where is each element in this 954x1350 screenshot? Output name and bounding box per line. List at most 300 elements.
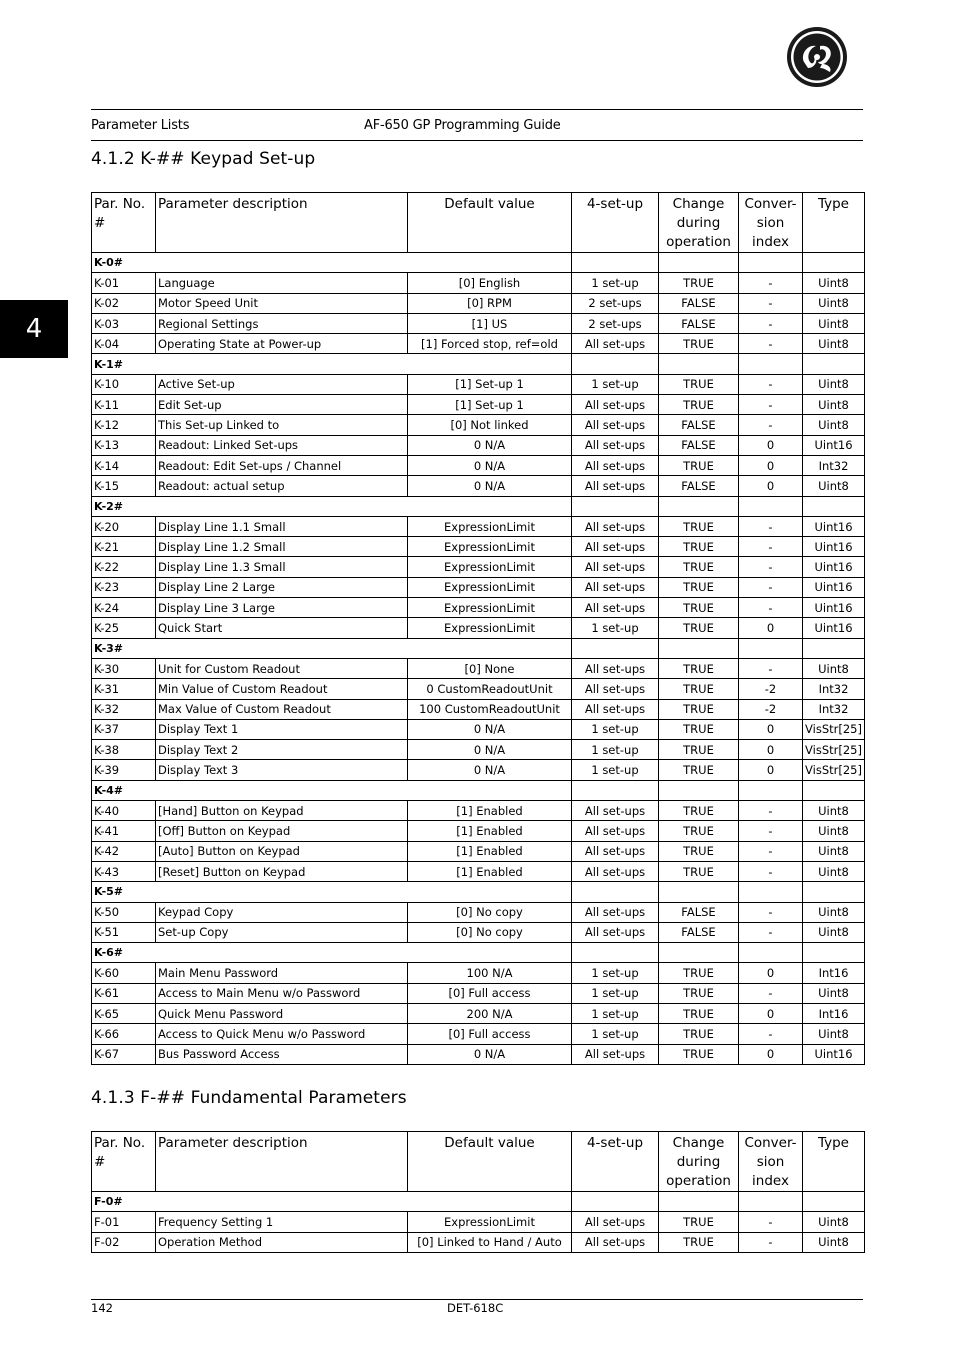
table-cell: -2 [739,699,803,719]
table-cell: Uint8 [803,841,865,861]
table-cell: Uint8 [803,801,865,821]
table-cell: [1] Enabled [408,801,572,821]
table-cell: Motor Speed Unit [156,293,408,313]
table-cell: - [739,374,803,394]
table-cell: K-01 [92,273,156,293]
group-empty-cell [572,496,659,516]
table-cell: [1] Enabled [408,841,572,861]
table-row [92,699,865,719]
group-label: K-4# [92,780,572,800]
table-row [92,841,865,861]
table-cell: K-23 [92,577,156,597]
group-empty-cell [572,1192,659,1212]
table-row [92,395,865,415]
table-cell: - [739,1212,803,1232]
table-cell: - [739,537,803,557]
table-row [92,577,865,597]
table-cell: All set-ups [572,821,659,841]
table-cell: Display Text 2 [156,740,408,760]
table-cell: ExpressionLimit [408,577,572,597]
column-header: 4-set-up [572,193,659,253]
table-row [92,415,865,435]
table-cell: TRUE [659,273,739,293]
column-header: Conver- sion index [739,193,803,253]
table-cell: Uint8 [803,1232,865,1252]
group-row [92,496,865,516]
column-header: Default value [408,1132,572,1192]
table-cell: K-40 [92,801,156,821]
group-label: K-2# [92,496,572,516]
table-cell: Keypad Copy [156,902,408,922]
table-cell: 0 [739,435,803,455]
table-cell: [1] US [408,313,572,333]
table-cell: 0 [739,963,803,983]
table-cell: TRUE [659,618,739,638]
table-cell: 1 set-up [572,618,659,638]
table-cell: All set-ups [572,455,659,475]
table-cell: Frequency Setting 1 [156,1212,408,1232]
group-empty-cell [803,496,865,516]
group-empty-cell [803,943,865,963]
group-empty-cell [572,943,659,963]
table-cell: Bus Password Access [156,1044,408,1064]
table-cell: K-66 [92,1024,156,1044]
column-header: Type [803,1132,865,1192]
table-cell: 0 [739,1003,803,1023]
table-row [92,658,865,678]
ge-logo-icon [786,26,848,88]
table-cell: K-30 [92,658,156,678]
group-empty-cell [572,882,659,902]
table-cell: Int32 [803,699,865,719]
table-cell: Regional Settings [156,313,408,333]
table-cell: K-67 [92,1044,156,1064]
group-empty-cell [572,780,659,800]
table-cell: K-65 [92,1003,156,1023]
table-cell: - [739,313,803,333]
group-row [92,253,865,273]
table-cell: Display Line 1.3 Small [156,557,408,577]
group-empty-cell [572,253,659,273]
table-header-row [92,1132,865,1192]
group-row [92,780,865,800]
table-cell: Active Set-up [156,374,408,394]
table-cell: TRUE [659,699,739,719]
header-rule-bottom [91,140,863,141]
table-row [92,902,865,922]
group-row [92,638,865,658]
table-cell: [0] No copy [408,902,572,922]
group-empty-cell [739,354,803,374]
column-header: Par. No. # [92,1132,156,1192]
column-header: Conver- sion index [739,1132,803,1192]
table-cell: All set-ups [572,1212,659,1232]
table-cell: K-11 [92,395,156,415]
table-row [92,1212,865,1232]
table-cell: [1] Set-up 1 [408,374,572,394]
table-cell: [0] Not linked [408,415,572,435]
table-cell: K-37 [92,719,156,739]
table-cell: 0 [739,740,803,760]
table-cell: K-43 [92,861,156,881]
column-header: Change during operation [659,193,739,253]
table-cell: Uint8 [803,374,865,394]
group-label: F-0# [92,1192,572,1212]
table-cell: 0 N/A [408,740,572,760]
table-row [92,719,865,739]
table-cell: Uint8 [803,395,865,415]
column-header: 4-set-up [572,1132,659,1192]
table-row [92,983,865,1003]
table-row [92,618,865,638]
table-cell: K-04 [92,334,156,354]
group-empty-cell [659,253,739,273]
footer-rule [91,1299,863,1300]
document-code: DET-618C [447,1301,504,1315]
group-empty-cell [739,496,803,516]
group-empty-cell [739,780,803,800]
table-cell: 0 N/A [408,455,572,475]
table-cell: FALSE [659,415,739,435]
group-empty-cell [739,882,803,902]
table-cell: All set-ups [572,801,659,821]
table-cell: [1] Set-up 1 [408,395,572,415]
table-cell: K-38 [92,740,156,760]
table-cell: VisStr[25] [803,719,865,739]
column-header: Parameter description [156,1132,408,1192]
table-row [92,537,865,557]
table-cell: Operating State at Power-up [156,334,408,354]
table-cell: 0 N/A [408,435,572,455]
table-cell: - [739,801,803,821]
table-cell: Uint8 [803,1212,865,1232]
parameter-table [91,192,865,1065]
table-row [92,861,865,881]
table-cell: TRUE [659,679,739,699]
table-row [92,679,865,699]
table-cell: 1 set-up [572,760,659,780]
table-cell: Language [156,273,408,293]
table-cell: 1 set-up [572,374,659,394]
table-cell: K-03 [92,313,156,333]
table-cell: K-22 [92,557,156,577]
table-cell: 1 set-up [572,740,659,760]
table-cell: TRUE [659,1044,739,1064]
group-empty-cell [803,253,865,273]
table-cell: K-39 [92,760,156,780]
table-cell: Uint8 [803,902,865,922]
table-cell: - [739,577,803,597]
table-cell: TRUE [659,821,739,841]
table-cell: - [739,415,803,435]
table-cell: TRUE [659,598,739,618]
table-cell: Uint8 [803,273,865,293]
table-cell: All set-ups [572,658,659,678]
table-cell: Display Line 1.2 Small [156,537,408,557]
table-cell: Uint8 [803,821,865,841]
table-cell: K-20 [92,516,156,536]
table-cell: TRUE [659,983,739,1003]
table-cell: All set-ups [572,395,659,415]
table-cell: This Set-up Linked to [156,415,408,435]
table-cell: [0] No copy [408,922,572,942]
table-row [92,516,865,536]
group-label: K-0# [92,253,572,273]
table-cell: All set-ups [572,577,659,597]
section-title: 4.1.3 F-## Fundamental Parameters [91,1088,407,1108]
table-cell: Int16 [803,1003,865,1023]
table-cell: TRUE [659,760,739,780]
table-cell: K-32 [92,699,156,719]
table-cell: 0 CustomReadoutUnit [408,679,572,699]
table-cell: [Off] Button on Keypad [156,821,408,841]
table-cell: Uint8 [803,658,865,678]
table-cell: All set-ups [572,841,659,861]
table-cell: [Auto] Button on Keypad [156,841,408,861]
table-cell: ExpressionLimit [408,557,572,577]
column-header: Default value [408,193,572,253]
table-cell: - [739,516,803,536]
table-cell: Display Line 3 Large [156,598,408,618]
table-cell: 2 set-ups [572,293,659,313]
table-row [92,922,865,942]
table-cell: 100 N/A [408,963,572,983]
table-cell: K-12 [92,415,156,435]
table-cell: Readout: Linked Set-ups [156,435,408,455]
table-cell: Uint8 [803,476,865,496]
table-cell: Display Line 1.1 Small [156,516,408,536]
column-header: Parameter description [156,193,408,253]
table-cell: All set-ups [572,861,659,881]
table-cell: K-15 [92,476,156,496]
group-empty-cell [659,943,739,963]
table-cell: FALSE [659,902,739,922]
table-cell: All set-ups [572,334,659,354]
table-cell: Quick Menu Password [156,1003,408,1023]
table-cell: Uint16 [803,557,865,577]
table-cell: Access to Quick Menu w/o Password [156,1024,408,1044]
table-cell: ExpressionLimit [408,516,572,536]
table-cell: TRUE [659,395,739,415]
group-empty-cell [803,638,865,658]
table-cell: All set-ups [572,415,659,435]
table-row [92,374,865,394]
table-cell: VisStr[25] [803,760,865,780]
table-cell: 1 set-up [572,719,659,739]
table-cell: TRUE [659,719,739,739]
table-cell: 200 N/A [408,1003,572,1023]
table-row [92,476,865,496]
table-cell: - [739,1024,803,1044]
table-cell: FALSE [659,476,739,496]
table-cell: Uint16 [803,577,865,597]
table-cell: - [739,821,803,841]
table-cell: Display Line 2 Large [156,577,408,597]
table-row [92,821,865,841]
table-cell: TRUE [659,1024,739,1044]
group-empty-cell [659,882,739,902]
table-cell: Uint16 [803,598,865,618]
chapter-tab: 4 [0,300,68,358]
table-cell: K-51 [92,922,156,942]
table-cell: K-31 [92,679,156,699]
table-cell: 1 set-up [572,1003,659,1023]
table-row [92,273,865,293]
table-cell: ExpressionLimit [408,618,572,638]
table-cell: All set-ups [572,516,659,536]
table-cell: K-25 [92,618,156,638]
table-cell: K-21 [92,537,156,557]
table-cell: K-24 [92,598,156,618]
table-cell: TRUE [659,841,739,861]
table-cell: 1 set-up [572,273,659,293]
table-cell: Uint8 [803,983,865,1003]
table-cell: Access to Main Menu w/o Password [156,983,408,1003]
group-empty-cell [659,780,739,800]
table-cell: Quick Start [156,618,408,638]
table-cell: [0] Full access [408,983,572,1003]
table-cell: All set-ups [572,476,659,496]
table-cell: 1 set-up [572,963,659,983]
header-guide-title: AF-650 GP Programming Guide [364,118,561,133]
table-row [92,1003,865,1023]
group-row [92,943,865,963]
table-cell: 0 N/A [408,760,572,780]
table-cell: Display Text 3 [156,760,408,780]
table-cell: [1] Enabled [408,861,572,881]
group-row [92,1192,865,1212]
table-cell: Uint16 [803,1044,865,1064]
table-cell: 0 N/A [408,476,572,496]
group-row [92,882,865,902]
table-cell: All set-ups [572,537,659,557]
table-cell: [1] Forced stop, ref=old [408,334,572,354]
table-cell: TRUE [659,557,739,577]
table-cell: K-61 [92,983,156,1003]
table-header-row [92,193,865,253]
table-cell: K-50 [92,902,156,922]
table-cell: K-60 [92,963,156,983]
table-cell: ExpressionLimit [408,1212,572,1232]
table-cell: TRUE [659,537,739,557]
table-cell: TRUE [659,1003,739,1023]
table-cell: 1 set-up [572,1024,659,1044]
table-cell: 0 N/A [408,719,572,739]
table-cell: All set-ups [572,435,659,455]
group-empty-cell [659,496,739,516]
table-row [92,740,865,760]
table-cell: - [739,983,803,1003]
table-row [92,1044,865,1064]
group-label: K-3# [92,638,572,658]
table-row [92,293,865,313]
table-cell: TRUE [659,516,739,536]
table-cell: All set-ups [572,922,659,942]
table-row [92,801,865,821]
table-row [92,557,865,577]
column-header: Par. No. # [92,193,156,253]
table-cell: Uint16 [803,618,865,638]
table-cell: [0] RPM [408,293,572,313]
table-cell: TRUE [659,861,739,881]
group-label: K-1# [92,354,572,374]
table-cell: - [739,395,803,415]
table-cell: 0 N/A [408,1044,572,1064]
table-cell: FALSE [659,922,739,942]
table-row [92,963,865,983]
table-cell: Uint8 [803,415,865,435]
table-cell: Display Text 1 [156,719,408,739]
table-cell: 1 set-up [572,983,659,1003]
group-empty-cell [803,354,865,374]
table-cell: [Reset] Button on Keypad [156,861,408,881]
group-row [92,354,865,374]
table-cell: All set-ups [572,679,659,699]
parameter-table [91,1131,865,1253]
table-cell: - [739,334,803,354]
table-cell: Edit Set-up [156,395,408,415]
column-header: Change during operation [659,1132,739,1192]
table-cell: TRUE [659,1232,739,1252]
table-cell: Readout: actual setup [156,476,408,496]
group-empty-cell [739,253,803,273]
group-empty-cell [659,1192,739,1212]
table-cell: TRUE [659,455,739,475]
table-cell: 2 set-ups [572,313,659,333]
table-cell: Uint8 [803,334,865,354]
table-cell: Int32 [803,679,865,699]
page-number: 142 [91,1301,113,1315]
table-cell: Uint8 [803,293,865,313]
table-cell: K-10 [92,374,156,394]
group-empty-cell [739,1192,803,1212]
table-cell: Min Value of Custom Readout [156,679,408,699]
table-cell: 100 CustomReadoutUnit [408,699,572,719]
table-cell: All set-ups [572,699,659,719]
table-cell: Operation Method [156,1232,408,1252]
table-cell: - [739,841,803,861]
table-cell: 0 [739,1044,803,1064]
table-cell: - [739,293,803,313]
table-cell: - [739,902,803,922]
table-cell: K-13 [92,435,156,455]
group-empty-cell [572,354,659,374]
group-label: K-5# [92,882,572,902]
table-row [92,334,865,354]
table-cell: TRUE [659,801,739,821]
column-header: Type [803,193,865,253]
table-cell: TRUE [659,1212,739,1232]
table-cell: TRUE [659,963,739,983]
table-cell: TRUE [659,374,739,394]
table-cell: - [739,1232,803,1252]
table-cell: [1] Enabled [408,821,572,841]
table-row [92,1024,865,1044]
table-cell: K-02 [92,293,156,313]
table-cell: Int16 [803,963,865,983]
table-cell: 0 [739,455,803,475]
table-cell: [0] None [408,658,572,678]
section-title: 4.1.2 K-## Keypad Set-up [91,149,316,169]
table-cell: ExpressionLimit [408,598,572,618]
table-cell: Readout: Edit Set-ups / Channel [156,455,408,475]
table-cell: Uint16 [803,435,865,455]
group-empty-cell [803,780,865,800]
table-cell: 0 [739,719,803,739]
group-label: K-6# [92,943,572,963]
table-row [92,455,865,475]
table-cell: Uint16 [803,537,865,557]
